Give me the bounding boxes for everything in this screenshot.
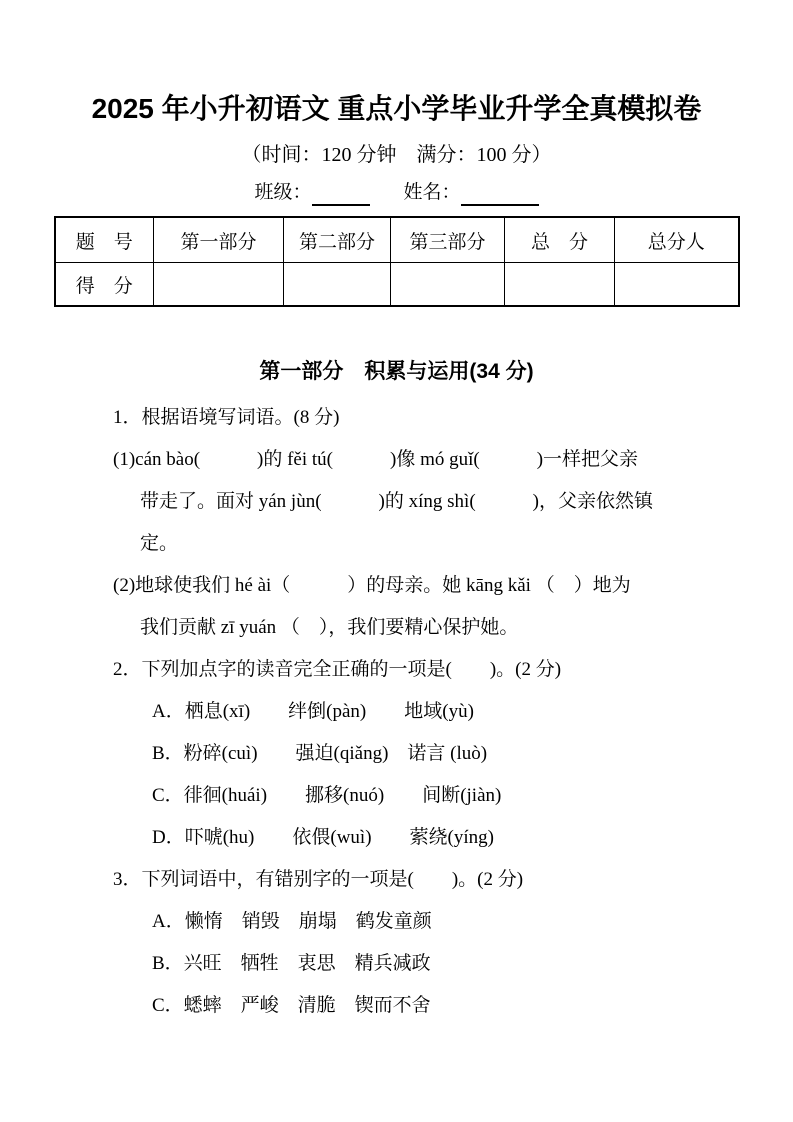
score-header-part-1: 第一部分 [154,217,284,263]
score-table-header-row [55,217,739,263]
section-1-content [113,397,713,1027]
question-1-item-1-line-3: 定。 [140,533,179,554]
score-header-question-number: 题 号 [55,217,154,263]
class-blank-field [312,184,370,206]
score-row-label: 得 分 [55,263,154,307]
page-title: 2025 年小升初语文 重点小学毕业升学全真模拟卷 [91,93,702,124]
exam-info-line: （时间：120 分钟 满分：100 分） [241,144,552,166]
question-3-stem: 3．下列词语中，有错别字的一项是( )。(2 分) [113,869,524,890]
class-label: 班级： [254,182,312,203]
name-blank-field [461,184,539,206]
question-1-item-1-line-1: (1)cán bào( )的 fěi tú( )像 mó guǐ( )一样把父亲 [113,449,639,470]
question-1-stem: 1．根据语境写词语。(8 分) [113,407,340,428]
score-header-total: 总 分 [505,217,615,263]
question-1-item-2-line-1: (2)地球使我们 hé ài（ ）的母亲。她 kāng kǎi （ ）地为 [113,575,631,596]
section-1-heading: 第一部分 积累与运用(34 分) [259,360,534,383]
score-header-part-3: 第三部分 [391,217,505,263]
name-label: 姓名： [403,182,461,203]
question-3-option-a: A．懒惰 销毁 崩塌 鹤发童颜 [152,911,432,932]
question-1-item-2-line-2: 我们贡献 zī yuán （ ），我们要精心保护她。 [140,617,519,638]
score-cell-part-2 [284,263,391,307]
question-3-option-c: C．蟋蟀 严峻 清脆 锲而不舍 [152,995,431,1016]
question-2-stem: 2．下列加点字的读音完全正确的一项是( )。(2 分) [113,659,562,680]
score-table-value-row [55,263,739,307]
score-cell-total [505,263,615,307]
score-cell-part-3 [391,263,505,307]
question-2-option-c: C．徘徊(huái) 挪移(nuó) 间断(jiàn) [152,785,502,806]
score-header-grader: 总分人 [615,217,739,263]
question-1-item-1-line-2: 带走了。面对 yán jùn( )的 xíng shì( )，父亲依然镇 [140,491,653,512]
score-table [54,216,740,307]
score-header-part-2: 第二部分 [284,217,391,263]
score-cell-part-1 [154,263,284,307]
question-2-option-b: B．粉碎(cuì) 强迫(qiǎng) 诺言 (luò) [152,743,488,764]
score-cell-grader [615,263,739,307]
question-2-option-d: D．吓唬(hu) 依偎(wuì) 萦绕(yíng) [152,827,494,848]
question-3-option-b: B．兴旺 牺牲 衷思 精兵减政 [152,953,431,974]
class-name-line [0,180,793,206]
question-2-option-a: A．栖息(xī) 绊倒(pàn) 地域(yù) [152,701,474,722]
